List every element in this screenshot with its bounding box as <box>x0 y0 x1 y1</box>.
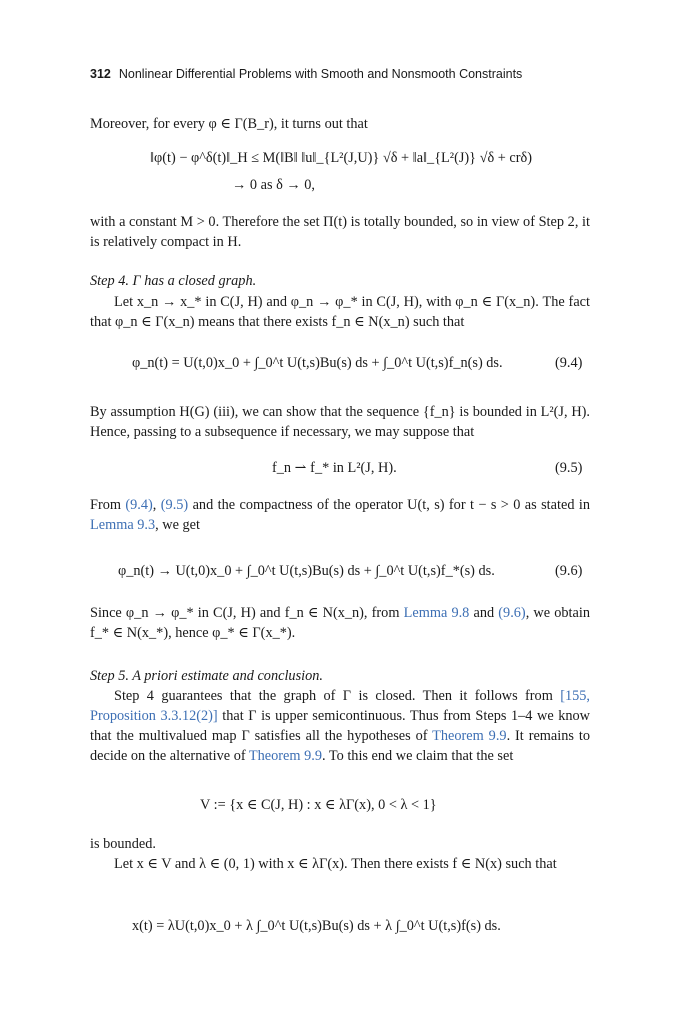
equation-9-5-label: (9.5) <box>555 460 583 476</box>
equation-9-4: φ_n(t) = U(t,0)x_0 + ∫_0^t U(t,s)Bu(s) ds + ∫_0^t U(t,s)f_n(s) ds. <box>132 355 503 371</box>
paragraph-3: Let x_n → x_* in C(J, H) and φ_n → φ_* in C(J, H), with φ_n ∈ Γ(x_n). The fact that φ_n ∈ Γ(x_n) means that there exists f_n ∈ N(x_n) such that <box>90 294 590 330</box>
equation-a-line1: ‖φ(t) − φ^δ(t)‖_H ≤ M(‖B‖ ‖u‖_{L²(J,U)} √δ + ‖a‖_{L²(J)} √δ + crδ) <box>150 150 533 166</box>
equation-9-5: f_n ⇀ f_* in L²(J, H). <box>272 460 397 476</box>
step5-title: Step 5. A priori estimate and conclusion. <box>90 668 323 684</box>
paragraph-8: is bounded. <box>90 836 156 852</box>
equation-a-line2: → 0 as δ → 0, <box>232 177 315 193</box>
paragraph-9: Let x ∈ V and λ ∈ (0, 1) with x ∈ λΓ(x). Then there exists f ∈ N(x) such that <box>114 856 557 872</box>
paragraph-5 <box>90 495 590 535</box>
running-header <box>90 67 590 81</box>
step4-title: Step 4. Γ has a closed graph. <box>90 273 257 289</box>
text: From <box>90 497 126 513</box>
text: , <box>152 497 161 513</box>
text: , we obtain f_* ∈ N(x_*), hence φ_* ∈ Γ(x_*). <box>90 605 590 641</box>
theorem-9-9-link[interactable]: Theorem 9.9 <box>432 728 507 744</box>
paragraph-6 <box>90 603 590 643</box>
text: . It remains to decide on the alternative of <box>90 728 590 764</box>
running-title: Nonlinear Differential Problems with Smooth and Nonsmooth Constraints <box>118 67 523 81</box>
lemma-9-8-link[interactable]: Lemma 9.8 <box>403 605 470 621</box>
equation-set-v: V := {x ∈ C(J, H) : x ∈ λΓ(x), 0 < λ < 1} <box>200 797 437 813</box>
ref-155-link[interactable]: [155, Proposition 3.3.12(2)] <box>90 688 590 724</box>
paragraph-4: By assumption H(G) (iii), we can show that the sequence {f_n} is bounded in L²(J, H). Hence, passing to a subsequence if necessary, we may suppose that <box>90 404 590 440</box>
equation-9-4-label: (9.4) <box>555 355 583 371</box>
text: that Γ is upper semicontinuous. Thus from Steps 1–4 we know that the multivalued map Γ satisfies all the hypotheses of <box>90 708 590 744</box>
equation-last: x(t) = λU(t,0)x_0 + λ ∫_0^t U(t,s)Bu(s) ds + λ ∫_0^t U(t,s)f(s) ds. <box>132 918 501 934</box>
text: . To this end we claim that the set <box>321 748 514 764</box>
paragraph-2: with a constant M > 0. Therefore the set Π(t) is totally bounded, so in view of Step 2, it is relatively compact in H. <box>90 214 590 250</box>
text: Step 4 guarantees that the graph of Γ is closed. Then it follows from <box>114 688 561 704</box>
equation-9-6: φ_n(t) → U(t,0)x_0 + ∫_0^t U(t,s)Bu(s) ds + ∫_0^t U(t,s)f_*(s) ds. <box>118 563 495 579</box>
text: , we get <box>155 517 200 533</box>
eq-ref-9-6[interactable]: (9.6) <box>498 605 526 621</box>
text: and the compactness of the operator U(t, s) for t − s > 0 as stated in <box>188 497 590 513</box>
lemma-9-3-link[interactable]: Lemma 9.3 <box>90 517 156 533</box>
paragraph-7 <box>90 686 590 766</box>
equation-9-6-label: (9.6) <box>555 563 583 579</box>
eq-ref-9-5[interactable]: (9.5) <box>160 497 189 513</box>
text: and <box>469 605 499 621</box>
page-number: 312 <box>90 67 111 81</box>
eq-ref-9-4[interactable]: (9.4) <box>125 497 153 513</box>
theorem-9-9-link-2[interactable]: Theorem 9.9 <box>248 748 322 764</box>
text: Since φ_n → φ_* in C(J, H) and f_n ∈ N(x_n), from <box>90 605 404 621</box>
paragraph-1: Moreover, for every φ ∈ Γ(B_r), it turns out that <box>90 116 368 132</box>
